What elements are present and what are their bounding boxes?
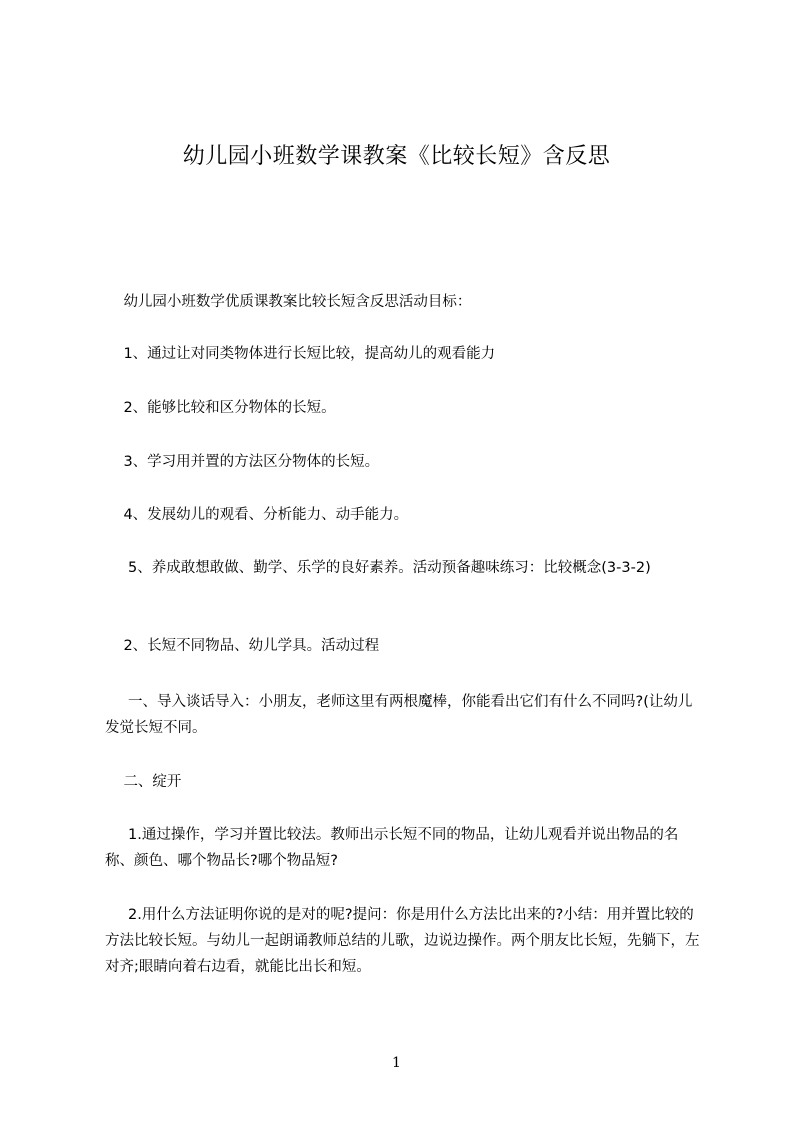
paragraph-goal-3: 3、学习用并置的方法区分物体的长短。	[105, 454, 380, 470]
page-number: 1	[392, 1055, 401, 1071]
paragraph-goal-2: 2、能够比较和区分物体的长短。	[105, 400, 336, 416]
paragraph-step-2: 2.用什么方法证明你说的是对的呢?提问：你是用什么方法比出来的?小结：用并置比较的方法比较长短。与幼儿一起朗诵教师总结的儿歌，边说边操作。两个朋友比长短，先躺下，左对齐;眼睛向着右边看，就能比出长和短。	[105, 907, 700, 975]
paragraph-goal-1: 1、通过让对同类物体进行长短比较，提高幼儿的观看能力	[105, 346, 496, 362]
paragraph-goal-4: 4、发展幼儿的观看、分析能力、动手能力。	[105, 507, 409, 523]
paragraph-section-two: 二、绽开	[105, 774, 182, 790]
paragraph-step-1: 1.通过操作，学习并置比较法。教师出示长短不同的物品，让幼儿观看并说出物品的名称、颜色、哪个物品长?哪个物品短?	[105, 827, 679, 869]
paragraph-goal-5: 5、养成敢想敢做、勤学、乐学的良好素养。活动预备趣味练习：比较概念(3-3-2)	[105, 560, 651, 576]
paragraph-intro: 幼儿园小班数学优质课教案比较长短含反思活动目标：	[105, 294, 472, 310]
paragraph-materials: 2、长短不同物品、幼儿学具。活动过程	[105, 638, 380, 654]
document-title: 幼儿园小班数学课教案《比较长短》含反思	[182, 144, 611, 169]
paragraph-intro-talk: 一、导入谈话导入：小朋友，老师这里有两根魔棒，你能看出它们有什么不同吗?(让幼儿发觉长短不同。	[105, 694, 693, 736]
